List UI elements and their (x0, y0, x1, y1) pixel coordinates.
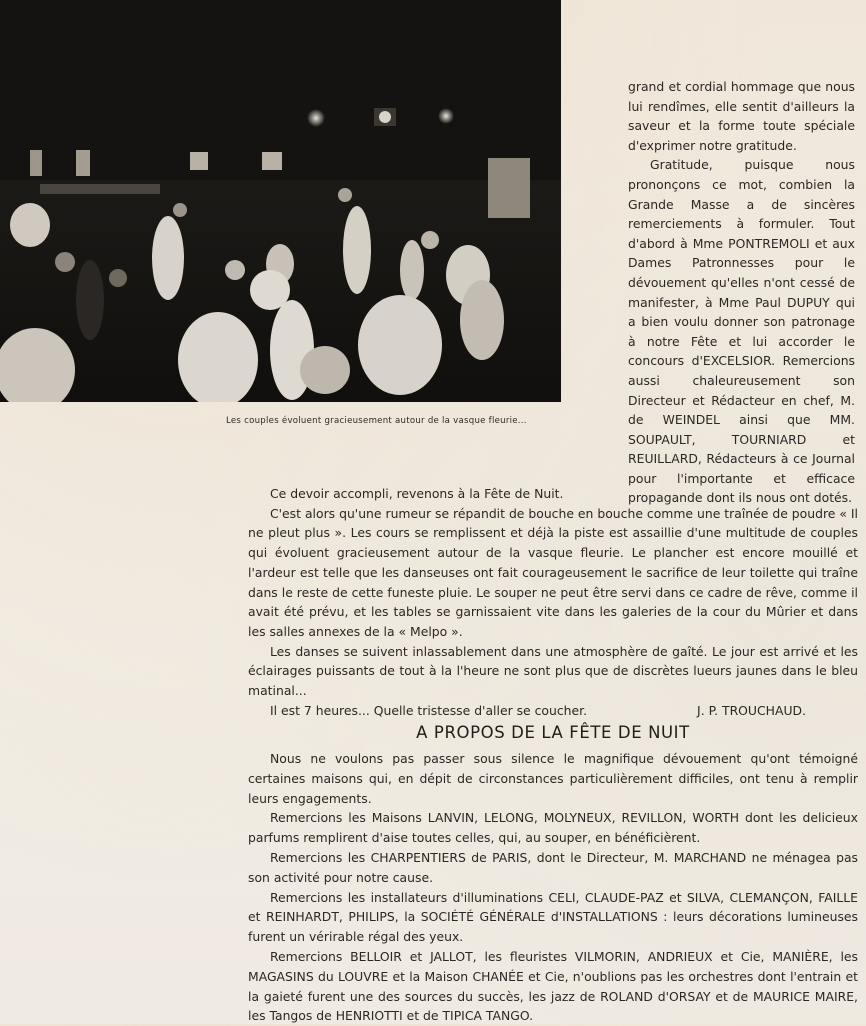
section-paragraph: Remercions les installateurs d'illuminations CELI, CLAUDE-PAZ et SILVA, CLEMANÇON, FAILLE et REINHARDT, PHILIPS, la SOCIÉTÉ GÉNÉRALE d'INSTALLATIONS : leurs décorations lumineuses furent un vérirable régal des yeux. (248, 889, 858, 945)
right-column-text (628, 77, 855, 508)
article-paragraph: C'est alors qu'une rumeur se répandit de bouche en bouche comme une traînée de poudre « Il ne pleut plus ». Les cours se remplissent et déjà la piste est assaillie d'une multitude de couples qui évoluent gracieusement autour de la vasque fleurie. Le plancher est encore mouillé et l'ardeur est telle que les danseuses ont fait courageusement le sacrifice de leur toilette qui traîne dans le reste de cette funeste pluie. Le souper ne peut être servi dans ce cadre de rêve, comme il avait été prévu, et les tables se garnissaient vite dans les galeries de la cour du Mûrier et dans les salles annexes de la « Melpo ». (248, 505, 858, 639)
section-paragraph: Remercions les CHARPENTIERS de PARIS, dont le Directeur, M. MARCHAND ne ménagea pas son activité pour notre cause. (248, 849, 858, 885)
section-paragraph: Remercions BELLOIR et JALLOT, les fleuristes VILMORIN, ANDRIEUX et Cie, MANIÈRE, les MAGASINS du LOUVRE et la Maison CHANÉE et Cie, n'oublions pas les orchestres dont l'entrain et la gaieté furent une des sources du succès, les jazz de ROLAND d'ORSAY et de MAURICE MAIRE, les Tangos de HENRIOTTI et de TIPICA TANGO. (248, 948, 858, 1024)
section-text (248, 749, 858, 1026)
main-article-text (248, 484, 858, 720)
right-column-paragraph: Gratitude, puisque nous prononçons ce mot, combien la Grande Masse a de sincères remerciements à formuler. Tout d'abord à Mme PONTREMOLI et aux Dames Patronnesses pour le dévouement qu'elles n'ont cessé de manifester, à Mme Paul DUPUY qui a bien voulu donner son patronage à notre Fête et lui accorder le concours d'EXCELSIOR. Remercions aussi chaleureusement son Directeur et Rédacteur en chef, M. de WEINDEL ainsi que MM. SOUPAULT, TOURNIARD et REUILLARD, Rédacteurs à ce Journal pour l'importante et efficace propagande dont ils nous ont dotés. (628, 157, 855, 506)
section-paragraph: Nous ne voulons pas passer sous silence le magnifique dévouement qu'ont témoigné certaines maisons qui, en dépit de circonstances particulièrement difficiles, ont tenu à remplir leurs engagements. (248, 751, 858, 806)
closing-line (248, 701, 858, 721)
dance-photo (0, 0, 561, 402)
article-paragraph: Les danses se suivent inlassablement dans une atmosphère de gaîté. Le jour est arrivé et les éclairages puissants de tout à la l'heure ne sont plus que de discrètes lueurs jaunes dans le bleu matinal... (248, 643, 858, 699)
right-column-paragraph: grand et cordial hommage que nous lui rendîmes, elle sentit d'ailleurs la saveur et la forme toute spéciale d'exprimer notre gratitude. (628, 79, 855, 153)
section-paragraph: Remercions les Maisons LANVIN, LELONG, MOLYNEUX, REVILLON, WORTH dont les delicieux parfums remplirent d'aise toutes celles, qui, au souper, en bénéficièrent. (248, 810, 858, 846)
closing-sentence: Il est 7 heures... Quelle tristesse d'aller se coucher. (270, 702, 588, 718)
author-signature: J. P. TROUCHAUD. (697, 702, 806, 718)
dance-photo-illustration (0, 0, 561, 402)
photo-caption: Les couples évoluent gracieusement autour de la vasque fleurie... (226, 416, 527, 426)
section-heading: A PROPOS DE LA FÊTE DE NUIT (416, 723, 690, 742)
article-paragraph: Ce devoir accompli, revenons à la Fête de Nuit. (270, 486, 564, 501)
